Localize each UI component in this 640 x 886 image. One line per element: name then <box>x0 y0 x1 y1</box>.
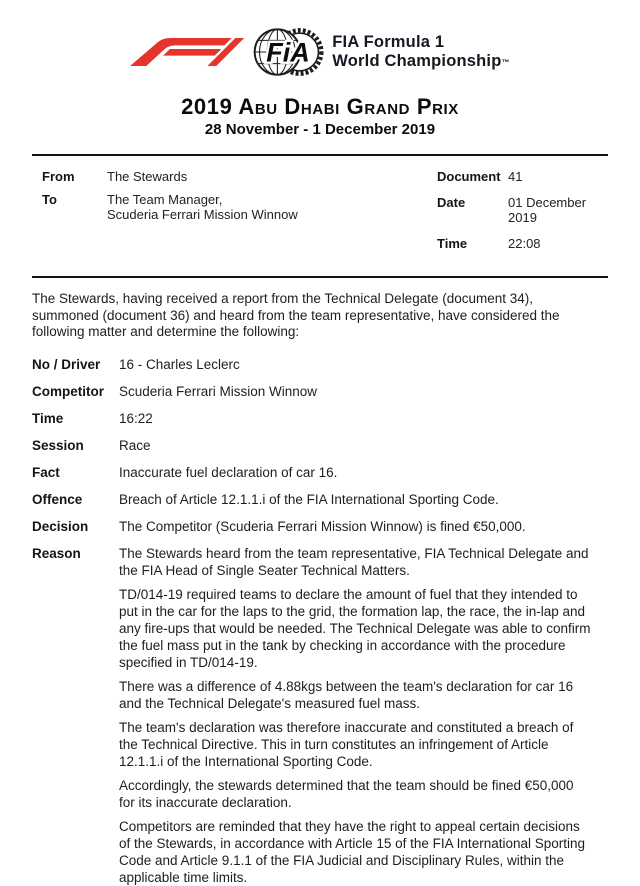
detail-value: Breach of Article 12.1.1.i of the FIA International Sporting Code. <box>119 491 499 507</box>
to-value <box>107 192 298 222</box>
decision-details <box>32 356 608 886</box>
date-value: 01 December 2019 <box>508 195 587 225</box>
to-value-line1: The Team Manager, <box>107 192 223 207</box>
detail-label: Offence <box>32 491 83 507</box>
reason-text <box>119 545 593 886</box>
time-label: Time <box>437 236 468 251</box>
wordmark-line2: World Championship™ <box>332 52 510 70</box>
to-value-line2: Scuderia Ferrari Mission Winnow <box>107 207 298 222</box>
reason-paragraph: The Stewards heard from the team representative, FIA Technical Delegate and the FIA Head of Single Seater Technical Matters. <box>119 545 589 578</box>
reason-paragraph: Accordingly, the stewards determined that the team should be fined €50,000 for its inaccurate declaration. <box>119 777 574 810</box>
header-logos <box>32 0 608 84</box>
detail-label: Decision <box>32 518 89 534</box>
detail-value: Scuderia Ferrari Mission Winnow <box>119 383 318 399</box>
reason-paragraph: The team's declaration was therefore inaccurate and constituted a breach of the Technical Directive. This in turn constitutes an infringement of Article 12.1.1.i of the International Sporting Code. <box>119 719 574 769</box>
detail-label: Session <box>32 437 84 453</box>
detail-row-reason <box>32 545 608 886</box>
detail-value: 16:22 <box>119 410 153 426</box>
from-label: From <box>42 169 75 184</box>
meta-time-row <box>437 236 608 251</box>
reason-paragraph: Competitors are reminded that they have the right to appeal certain decisions of the Stewards, in accordance with Article 15 of the FIA International Sporting Code and Article 9.1.1 of the FIA Judicial and Disciplinary Rules, within the applicable time limits. <box>119 818 586 885</box>
meta-from-row <box>42 169 437 184</box>
meta-left-column <box>42 169 437 262</box>
detail-label: Reason <box>32 545 81 561</box>
document-meta <box>32 156 608 272</box>
detail-row-competitor <box>32 383 608 400</box>
detail-row-offence <box>32 491 608 508</box>
detail-value: The Competitor (Scuderia Ferrari Mission Winnow) is fined €50,000. <box>119 518 526 534</box>
meta-document-row <box>437 169 608 184</box>
time-value: 22:08 <box>508 236 541 251</box>
detail-row-no-driver <box>32 356 608 373</box>
wordmark-line1: FIA Formula 1 <box>332 32 445 51</box>
trademark-symbol: ™ <box>501 58 510 67</box>
meta-right-column <box>437 169 608 262</box>
intro-paragraph: The Stewards, having received a report from the Technical Delegate (document 34), summoned (document 36) and heard from the team representative, have considered the following matter and determine the following: <box>32 291 560 339</box>
mid-divider <box>32 276 608 278</box>
detail-row-session <box>32 437 608 454</box>
detail-value: Race <box>119 437 151 453</box>
reason-paragraph: There was a difference of 4.88kgs between the team's declaration for car 16 and the Technical Delegate's measured fuel mass. <box>119 678 574 711</box>
detail-value: 16 - Charles Leclerc <box>119 356 240 372</box>
detail-label: No / Driver <box>32 356 101 372</box>
document-label: Document <box>437 169 501 184</box>
f1-logo-icon <box>130 38 248 66</box>
to-label: To <box>42 192 57 207</box>
championship-wordmark <box>332 33 509 72</box>
detail-row-decision <box>32 518 608 535</box>
event-dates: 28 November - 1 December 2019 <box>204 121 436 138</box>
detail-row-time <box>32 410 608 427</box>
page-title: 2019 Abu Dhabi Grand Prix <box>181 94 459 119</box>
document-number: 41 <box>508 169 523 184</box>
reason-paragraph: TD/014-19 required teams to declare the amount of fuel that they intended to put in the car for the laps to the grid, the formation lap, the race, the in-lap and any fire-ups that would be needed. The Technical Delegate was able to confirm the fuel mass put in the tank by checking in accordance with the procedure specified in TD/014-19. <box>119 586 591 670</box>
from-value: The Stewards <box>107 169 188 184</box>
fia-logo-icon <box>252 23 324 81</box>
detail-row-fact <box>32 464 608 481</box>
detail-label: Time <box>32 410 64 426</box>
detail-label: Fact <box>32 464 60 480</box>
date-label: Date <box>437 195 466 210</box>
meta-to-row <box>42 192 437 222</box>
detail-label: Competitor <box>32 383 104 399</box>
detail-value: Inaccurate fuel declaration of car 16. <box>119 464 338 480</box>
meta-date-row <box>437 195 608 225</box>
fia-monogram: FiA <box>266 37 311 68</box>
